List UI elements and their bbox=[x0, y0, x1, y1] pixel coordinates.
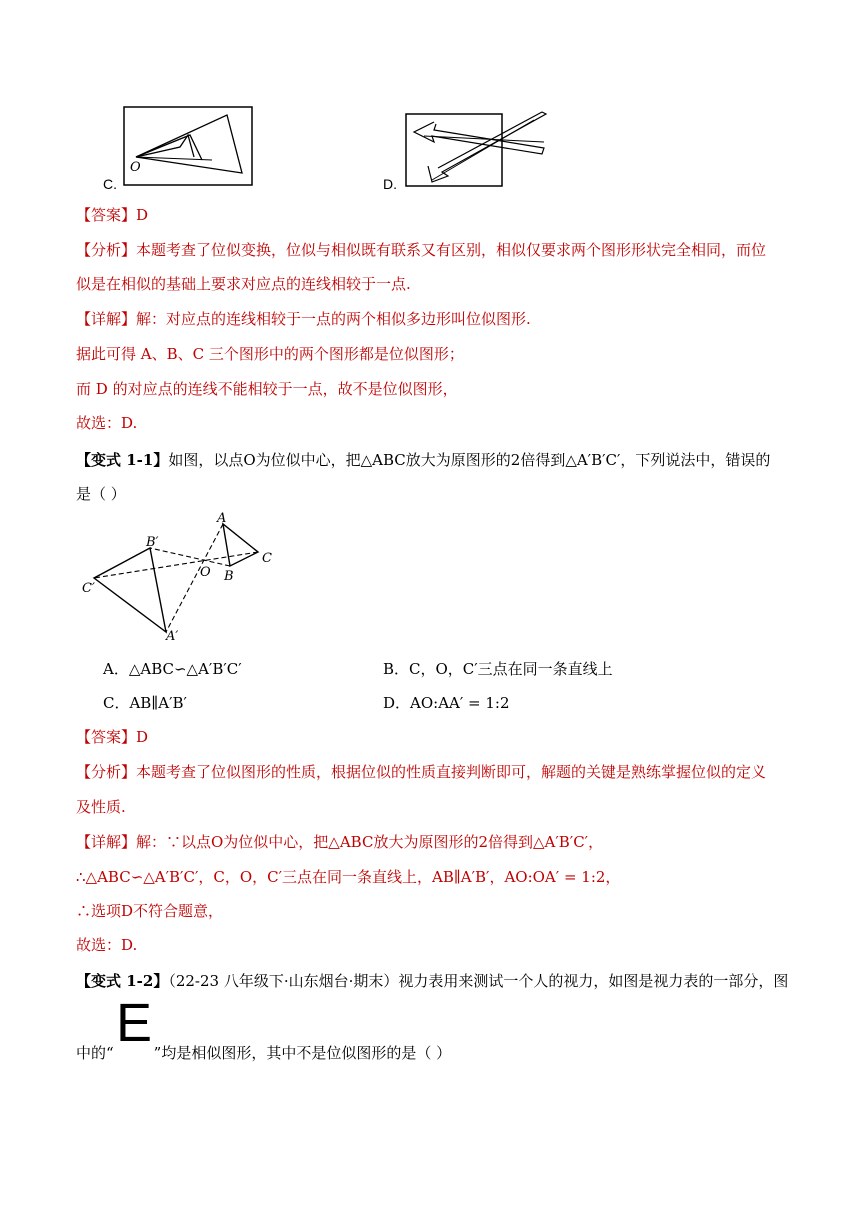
v1-detail-line2: ∴△ABC∽△A′B′C′，C，O，C′三点在同一条直线上，AB∥A′B′，AO:OA′ = 1:2， bbox=[76, 868, 621, 886]
v2-stem-pre: 中的“ bbox=[76, 1044, 114, 1062]
option-c-label: C. bbox=[103, 176, 117, 192]
v1-detail-line3: ∴选项D不符合题意， bbox=[76, 902, 224, 920]
fig-label-o: O bbox=[200, 565, 211, 580]
v1-analysis-line1: 【分析】本题考查了位似图形的性质，根据位似的性质直接判断即可，解题的关键是熟练掌握位似的定义 bbox=[76, 763, 767, 781]
v1-tag: 【变式 1-1】 bbox=[76, 451, 169, 469]
v1-option-c: C．AB∥A′B′ bbox=[103, 694, 187, 712]
v1-stem-line1: 如图，以点O为位似中心，把△ABC放大为原图形的2倍得到△A′B′C′，下列说法中，错误的 bbox=[168, 451, 771, 469]
v1-detail-line1: 【详解】解：∵以点O为位似中心，把△ABC放大为原图形的2倍得到△A′B′C′， bbox=[76, 833, 604, 851]
option-d-figure bbox=[404, 110, 550, 190]
v1-analysis-line2: 及性质. bbox=[76, 798, 126, 816]
v1-option-a: A．△ABC∽△A′B′C′ bbox=[103, 660, 242, 678]
v2-tag: 【变式 1-2】 bbox=[76, 972, 169, 990]
q1-detail-line1: 【详解】解：对应点的连线相较于一点的两个相似多边形叫位似图形. bbox=[76, 310, 531, 328]
v1-answer: 【答案】D bbox=[76, 728, 149, 746]
v2-stem-post: ”均是相似图形，其中不是位似图形的是（ ） bbox=[153, 1044, 452, 1062]
v2-stem-line1: （22-23 八年级下·山东烟台·期末）视力表用来测试一个人的视力，如图是视力表的一部分，图 bbox=[168, 972, 789, 990]
q1-choice: 故选：D. bbox=[76, 414, 138, 432]
q1-analysis-line1: 【分析】本题考查了位似变换，位似与相似既有联系又有区别，相似仅要求两个图形形状完全相同，而位 bbox=[76, 241, 767, 259]
fig-label-a: A bbox=[217, 511, 227, 526]
fig-label-c-prime: C′ bbox=[82, 581, 95, 596]
v1-option-d: D．AO:AA′ = 1:2 bbox=[383, 694, 510, 712]
q1-detail-line2: 据此可得 A、B、C 三个图形中的两个图形都是位似图形； bbox=[76, 345, 464, 363]
option-c-figure bbox=[122, 105, 254, 187]
q1-detail-line3: 而 D 的对应点的连线不能相较于一点，故不是位似图形， bbox=[76, 380, 458, 398]
fig-label-a-prime: A′ bbox=[166, 629, 179, 644]
fig-label-b: B bbox=[224, 569, 234, 584]
v1-choice: 故选：D. bbox=[76, 936, 138, 954]
svg-text:O: O bbox=[130, 160, 141, 175]
q1-answer: 【答案】D bbox=[76, 206, 149, 224]
v2-question-line1 bbox=[76, 971, 788, 991]
fig-label-b-prime: B′ bbox=[146, 535, 159, 550]
v1-stem-line2: 是（ ） bbox=[76, 485, 126, 503]
q1-analysis-line2: 似是在相似的基础上要求对应点的连线相较于一点. bbox=[76, 275, 411, 293]
v1-figure bbox=[80, 508, 280, 644]
fig-label-c: C bbox=[262, 551, 272, 566]
v1-option-b: B．C，O，C′三点在同一条直线上 bbox=[383, 660, 613, 678]
v1-question-line1 bbox=[76, 450, 770, 470]
option-d-label: D. bbox=[383, 176, 397, 192]
e-glyph-figure: E bbox=[116, 993, 153, 1053]
